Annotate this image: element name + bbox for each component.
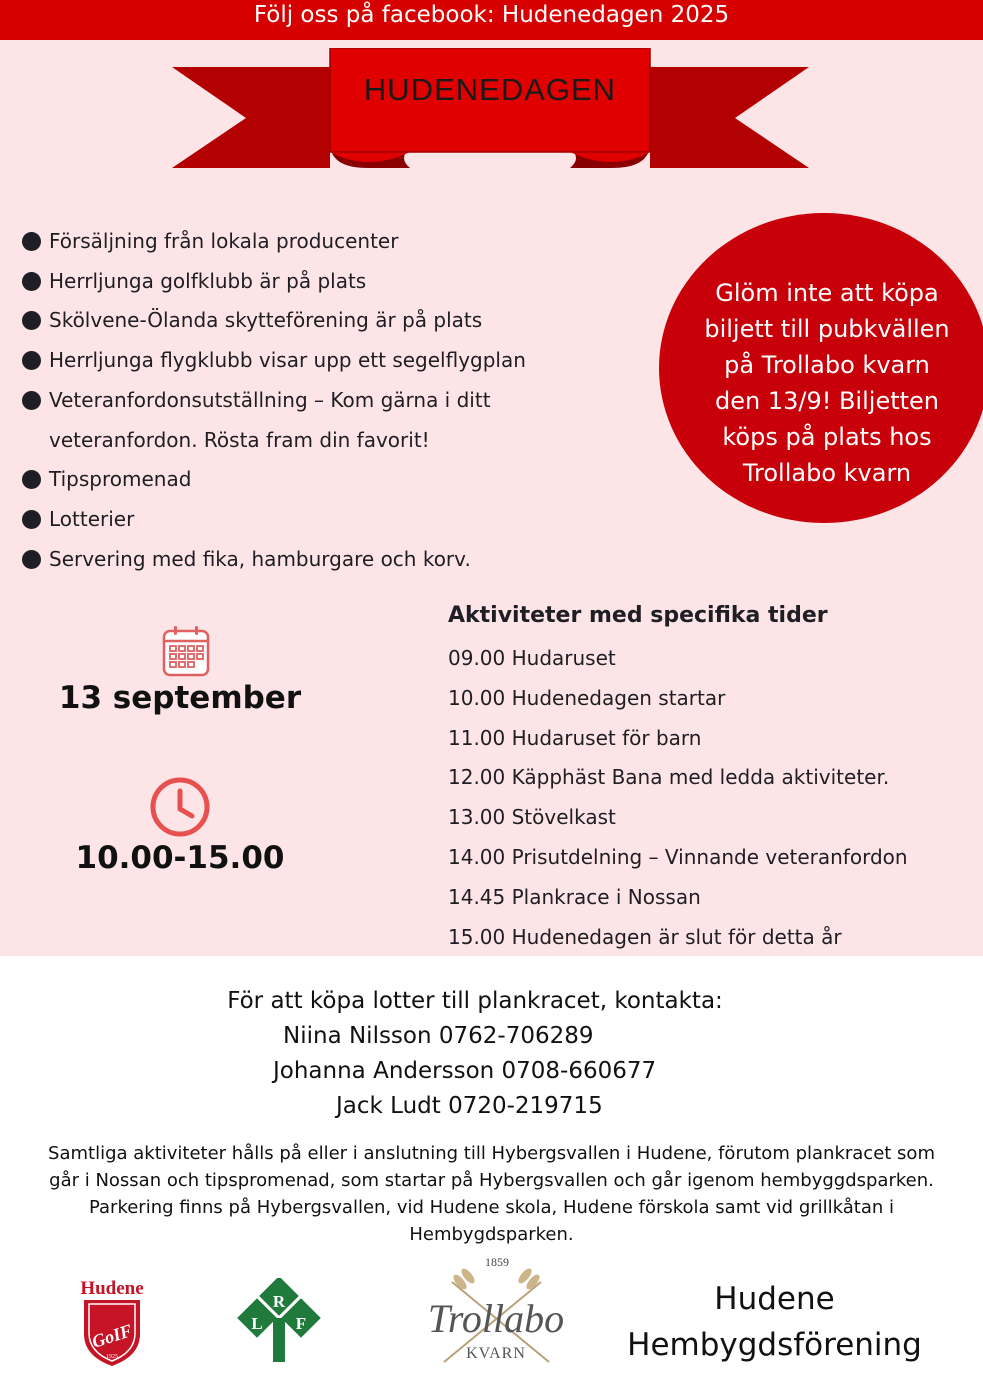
- schedule-item: 15.00 Hudenedagen är slut för detta år: [448, 924, 842, 949]
- info-paragraph: Samtliga aktiviteter hålls på eller i anslutning till Hybergsvallen i Hudene, förutom plankracet som går i Nossan och tipspromenad, som startar på Hybergsvallen och går igenom hembyggdsparken. Parkering finns på Hybergsvallen, vid Hudene skola, Hudene förskola samt vid grillkåtan i Hembygdsparken.: [48, 1143, 935, 1245]
- schedule-item: 14.00 Prisutdelning – Vinnande veteranfordon: [448, 844, 908, 869]
- schedule-item: 11.00 Hudaruset för barn: [448, 725, 702, 750]
- schedule-item: 14.45 Plankrace i Nossan: [448, 884, 701, 909]
- feature-list: [22, 222, 526, 579]
- ribbon-right-tail: [650, 67, 809, 168]
- schedule-item: 13.00 Stövelkast: [448, 805, 616, 830]
- svg-text:KVARN: KVARN: [466, 1345, 526, 1362]
- feature-item: Herrljunga golfklubb är på plats: [22, 262, 526, 302]
- hudene-goif-logo: [78, 1276, 146, 1368]
- calendar-icon: [161, 624, 211, 678]
- feature-item-continued: veteranfordon. Rösta fram din favorit!: [49, 427, 430, 452]
- event-date: 13 september: [58, 680, 302, 716]
- contact-person: Johanna Andersson 0708-660677: [273, 1058, 657, 1084]
- clock-icon: [149, 776, 211, 838]
- hembygdsforening-logo-text: Hudene Hembygdsförening: [627, 1281, 922, 1363]
- svg-text:F: F: [295, 1314, 307, 1333]
- feature-item: Lotterier: [22, 500, 526, 540]
- feature-item: Servering med fika, hamburgare och korv.: [22, 540, 526, 580]
- facebook-bar: [0, 0, 983, 40]
- schedule-item: 12.00 Käpphäst Bana med ledda aktiviteter.: [448, 765, 890, 790]
- banner-ribbon: [168, 48, 813, 174]
- svg-text:1925: 1925: [106, 1354, 118, 1360]
- svg-text:Trollabo: Trollabo: [427, 1296, 565, 1341]
- schedule-item: 10.00 Hudenedagen startar: [448, 685, 726, 710]
- feature-item: Skölvene-Ölanda skytteförening är på plats: [22, 301, 526, 341]
- contact-person: Niina Nilsson 0762-706289: [283, 1023, 594, 1049]
- svg-text:L: L: [251, 1314, 263, 1333]
- schedule-item: 09.00 Hudaruset: [448, 646, 616, 670]
- ribbon-left-tail: [172, 67, 330, 168]
- feature-item: Försäljning från lokala producenter: [22, 222, 526, 262]
- activity-schedule: [448, 639, 908, 957]
- banner-title: HUDENEDAGEN: [363, 72, 617, 107]
- activities-title: Aktiviteter med specifika tider: [448, 603, 828, 628]
- facebook-text: Följ oss på facebook: Hudenedagen 2025: [253, 2, 730, 28]
- feature-item: Tipspromenad: [22, 460, 526, 500]
- svg-text:GoIF: GoIF: [89, 1320, 135, 1352]
- promo-text: Glöm inte att köpa biljett till pubkvällen på Trollabo kvarn den 13/9! Biljetten köps på plats hos Trollabo kvarn: [704, 279, 950, 487]
- feature-item: Herrljunga flygklubb visar upp ett segelflygplan: [22, 341, 526, 381]
- lrf-logo: [231, 1278, 327, 1364]
- contact-heading: För att köpa lotter till plankracet, kontakta:: [227, 988, 723, 1014]
- svg-text:Hudene: Hudene: [80, 1278, 144, 1299]
- svg-text:R: R: [272, 1292, 286, 1311]
- feature-item: Veteranfordonsutställning – Kom gärna i ditt: [22, 381, 526, 421]
- contact-person: Jack Ludt 0720-219715: [336, 1093, 603, 1119]
- svg-text:1859: 1859: [485, 1255, 509, 1269]
- event-time: 10.00-15.00: [75, 840, 285, 876]
- trollabo-kvarn-logo: [424, 1252, 569, 1364]
